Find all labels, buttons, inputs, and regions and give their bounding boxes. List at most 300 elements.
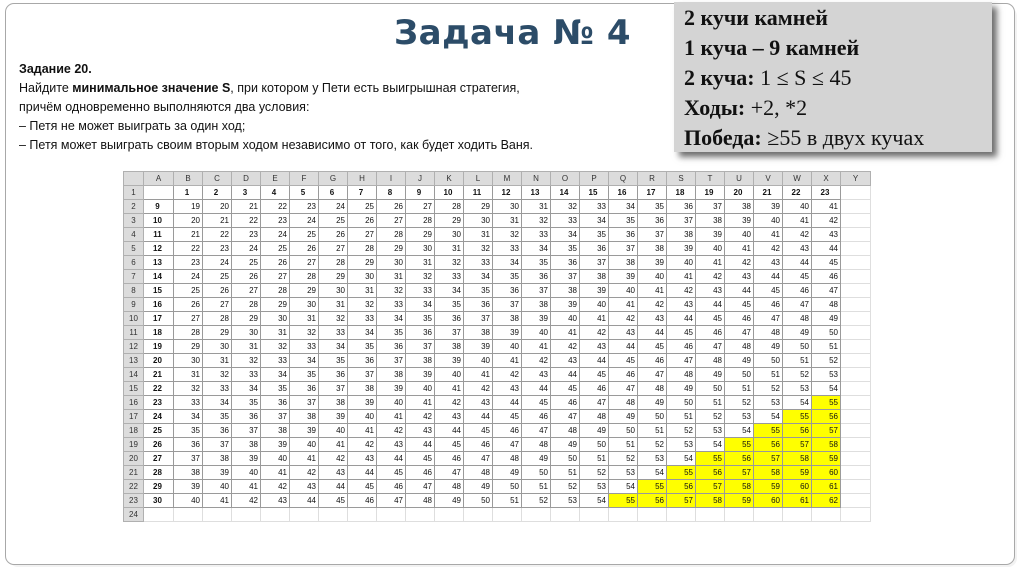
cell-sum[interactable]: 30 [377, 256, 406, 270]
cell-sum[interactable]: 38 [667, 228, 696, 242]
cell-sum[interactable]: 28 [261, 284, 290, 298]
cell-sum[interactable]: 59 [783, 466, 812, 480]
cell-sum[interactable]: 60 [812, 466, 841, 480]
cell-sum[interactable]: 44 [725, 284, 754, 298]
cell-sum[interactable]: 51 [493, 494, 522, 508]
cell[interactable] [464, 508, 493, 522]
cell[interactable] [783, 508, 812, 522]
cell-sum[interactable]: 50 [812, 326, 841, 340]
cell-sum[interactable]: 35 [203, 410, 232, 424]
cell-sum[interactable]: 55 [783, 410, 812, 424]
column-header[interactable]: F [290, 172, 319, 186]
cell-sum[interactable]: 28 [232, 298, 261, 312]
cell-pile1[interactable]: 10 [144, 214, 174, 228]
cell-sum[interactable]: 34 [406, 298, 435, 312]
cell-sum[interactable]: 23 [203, 242, 232, 256]
column-header[interactable]: U [725, 172, 754, 186]
cell-sum[interactable]: 59 [725, 494, 754, 508]
cell-sum[interactable]: 53 [725, 410, 754, 424]
cell-sum[interactable]: 27 [174, 312, 203, 326]
cell-sum[interactable]: 46 [464, 438, 493, 452]
cell-sum[interactable]: 29 [406, 228, 435, 242]
cell-sum[interactable]: 42 [609, 312, 638, 326]
cell-sum[interactable]: 31 [493, 214, 522, 228]
cell[interactable] [435, 508, 464, 522]
cell-sum[interactable]: 49 [580, 424, 609, 438]
cell-sum[interactable]: 46 [783, 284, 812, 298]
cell-sum[interactable]: 42 [551, 340, 580, 354]
row-header[interactable]: 13 [124, 354, 144, 368]
cell-sum[interactable]: 46 [609, 368, 638, 382]
cell-sum[interactable]: 35 [232, 396, 261, 410]
row-header[interactable]: 3 [124, 214, 144, 228]
cell-pile1[interactable]: 13 [144, 256, 174, 270]
cell-sum[interactable]: 45 [319, 494, 348, 508]
cell-sum[interactable]: 26 [261, 256, 290, 270]
cell[interactable] [841, 312, 871, 326]
cell-sum[interactable]: 20 [203, 200, 232, 214]
row-header[interactable]: 6 [124, 256, 144, 270]
cell-pile1[interactable]: 17 [144, 312, 174, 326]
cell-sum[interactable]: 42 [522, 354, 551, 368]
cell-sum[interactable]: 44 [522, 382, 551, 396]
cell-sum[interactable]: 47 [754, 312, 783, 326]
cell-sum[interactable]: 56 [754, 438, 783, 452]
cell-sum[interactable]: 34 [551, 228, 580, 242]
cell-sum[interactable]: 55 [696, 452, 725, 466]
cell-sum[interactable]: 47 [464, 452, 493, 466]
cell-sum[interactable]: 49 [696, 368, 725, 382]
cell-sum[interactable]: 31 [435, 242, 464, 256]
cell-sum[interactable]: 43 [725, 270, 754, 284]
cell-sum[interactable]: 50 [609, 424, 638, 438]
column-header[interactable]: H [348, 172, 377, 186]
cell-sum[interactable]: 45 [464, 424, 493, 438]
cell-sum[interactable]: 20 [174, 214, 203, 228]
cell-sum[interactable]: 37 [203, 438, 232, 452]
cell[interactable] [841, 340, 871, 354]
cell-sum[interactable]: 48 [609, 396, 638, 410]
cell-sum[interactable]: 26 [377, 200, 406, 214]
cell-sum[interactable]: 35 [290, 368, 319, 382]
row-header[interactable]: 16 [124, 396, 144, 410]
cell[interactable] [841, 256, 871, 270]
cell-sum[interactable]: 44 [551, 368, 580, 382]
cell-sum[interactable]: 58 [812, 438, 841, 452]
cell-sum[interactable]: 41 [754, 228, 783, 242]
cell-sum[interactable]: 35 [435, 298, 464, 312]
cell-sum[interactable]: 39 [522, 312, 551, 326]
cell-sum[interactable]: 40 [203, 480, 232, 494]
cell-sum[interactable]: 61 [783, 494, 812, 508]
cell-sum[interactable]: 21 [174, 228, 203, 242]
cell-sum[interactable]: 47 [783, 298, 812, 312]
cell-sum[interactable]: 38 [406, 354, 435, 368]
cell-sum[interactable]: 33 [435, 270, 464, 284]
cell-sum[interactable]: 30 [203, 340, 232, 354]
cell-pile1[interactable]: 23 [144, 396, 174, 410]
cell-sum[interactable]: 25 [203, 270, 232, 284]
cell-sum[interactable]: 56 [696, 466, 725, 480]
cell-sum[interactable]: 34 [319, 340, 348, 354]
cell-sum[interactable]: 44 [580, 354, 609, 368]
cell-sum[interactable]: 39 [638, 256, 667, 270]
cell-sum[interactable]: 39 [435, 354, 464, 368]
cell-sum[interactable]: 26 [348, 214, 377, 228]
cell-s-header[interactable]: 6 [319, 186, 348, 200]
cell-sum[interactable]: 39 [377, 382, 406, 396]
cell-sum[interactable]: 45 [667, 326, 696, 340]
cell-pile1[interactable]: 16 [144, 298, 174, 312]
cell-sum[interactable]: 38 [493, 312, 522, 326]
cell[interactable] [841, 242, 871, 256]
cell-sum[interactable]: 59 [812, 452, 841, 466]
cell-sum[interactable]: 29 [290, 284, 319, 298]
cell-sum[interactable]: 28 [290, 270, 319, 284]
cell-sum[interactable]: 40 [406, 382, 435, 396]
cell[interactable] [638, 508, 667, 522]
cell-sum[interactable]: 29 [377, 242, 406, 256]
cell-s-header[interactable]: 15 [580, 186, 609, 200]
cell-sum[interactable]: 40 [551, 312, 580, 326]
cell-sum[interactable]: 44 [319, 480, 348, 494]
cell[interactable] [841, 466, 871, 480]
cell-sum[interactable]: 27 [406, 200, 435, 214]
cell-sum[interactable]: 26 [319, 228, 348, 242]
cell-sum[interactable]: 35 [261, 382, 290, 396]
cell-sum[interactable]: 52 [725, 396, 754, 410]
cell[interactable] [841, 270, 871, 284]
cell-sum[interactable]: 54 [754, 410, 783, 424]
row-header[interactable]: 23 [124, 494, 144, 508]
cell-sum[interactable]: 40 [290, 438, 319, 452]
cell-sum[interactable]: 53 [667, 438, 696, 452]
cell-sum[interactable]: 39 [580, 284, 609, 298]
cell-sum[interactable]: 37 [580, 256, 609, 270]
cell-sum[interactable]: 41 [667, 270, 696, 284]
cell[interactable] [348, 508, 377, 522]
cell-sum[interactable]: 56 [812, 410, 841, 424]
cell-sum[interactable]: 39 [725, 214, 754, 228]
column-header[interactable]: C [203, 172, 232, 186]
cell[interactable] [841, 326, 871, 340]
cell-sum[interactable]: 48 [406, 494, 435, 508]
cell-sum[interactable]: 23 [232, 228, 261, 242]
column-header[interactable]: G [319, 172, 348, 186]
cell-sum[interactable]: 54 [812, 382, 841, 396]
cell-sum[interactable]: 45 [551, 382, 580, 396]
cell-sum[interactable]: 53 [696, 424, 725, 438]
cell-sum[interactable]: 30 [319, 284, 348, 298]
cell-s-header[interactable]: 1 [174, 186, 203, 200]
cell[interactable] [841, 354, 871, 368]
column-header[interactable]: S [667, 172, 696, 186]
cell-sum[interactable]: 24 [232, 242, 261, 256]
cell-sum[interactable]: 42 [464, 382, 493, 396]
cell-sum[interactable]: 36 [290, 382, 319, 396]
row-header[interactable]: 1 [124, 186, 144, 200]
cell-sum[interactable]: 33 [522, 228, 551, 242]
cell-sum[interactable]: 57 [696, 480, 725, 494]
cell-sum[interactable]: 47 [551, 410, 580, 424]
cell-sum[interactable]: 48 [696, 354, 725, 368]
column-header[interactable]: Y [841, 172, 871, 186]
cell[interactable] [841, 424, 871, 438]
cell-sum[interactable]: 43 [348, 452, 377, 466]
cell-sum[interactable]: 61 [812, 480, 841, 494]
column-header[interactable]: I [377, 172, 406, 186]
cell-sum[interactable]: 45 [580, 368, 609, 382]
cell-sum[interactable]: 37 [638, 228, 667, 242]
cell-sum[interactable]: 44 [435, 424, 464, 438]
cell-sum[interactable]: 36 [493, 284, 522, 298]
cell-sum[interactable]: 50 [638, 410, 667, 424]
cell-sum[interactable]: 42 [493, 368, 522, 382]
cell-sum[interactable]: 35 [493, 270, 522, 284]
cell-sum[interactable]: 29 [319, 270, 348, 284]
cell-sum[interactable]: 55 [812, 396, 841, 410]
cell-sum[interactable]: 33 [493, 242, 522, 256]
cell-sum[interactable]: 49 [435, 494, 464, 508]
cell-sum[interactable]: 44 [464, 410, 493, 424]
cell-sum[interactable]: 30 [435, 228, 464, 242]
cell-sum[interactable]: 41 [348, 424, 377, 438]
cell-sum[interactable]: 32 [261, 340, 290, 354]
cell-sum[interactable]: 54 [783, 396, 812, 410]
cell-sum[interactable]: 22 [261, 200, 290, 214]
cell-sum[interactable]: 51 [783, 354, 812, 368]
cell-sum[interactable]: 29 [203, 326, 232, 340]
cell[interactable] [667, 508, 696, 522]
cell-sum[interactable]: 50 [754, 354, 783, 368]
cell-sum[interactable]: 38 [435, 340, 464, 354]
cell-sum[interactable]: 33 [290, 340, 319, 354]
cell-sum[interactable]: 39 [406, 368, 435, 382]
cell-sum[interactable]: 45 [348, 480, 377, 494]
cell-sum[interactable]: 55 [667, 466, 696, 480]
cell-sum[interactable]: 44 [783, 256, 812, 270]
row-header[interactable]: 8 [124, 284, 144, 298]
cell-sum[interactable]: 48 [522, 438, 551, 452]
cell-sum[interactable]: 39 [609, 270, 638, 284]
cell-sum[interactable]: 29 [348, 256, 377, 270]
cell-sum[interactable]: 37 [174, 452, 203, 466]
cell-sum[interactable]: 43 [609, 326, 638, 340]
cell-sum[interactable]: 44 [348, 466, 377, 480]
cell-sum[interactable]: 44 [493, 396, 522, 410]
cell-sum[interactable]: 34 [174, 410, 203, 424]
cell-sum[interactable]: 39 [174, 480, 203, 494]
cell[interactable] [841, 368, 871, 382]
cell-sum[interactable]: 39 [464, 340, 493, 354]
cell-sum[interactable]: 50 [493, 480, 522, 494]
row-header[interactable]: 9 [124, 298, 144, 312]
column-header[interactable]: E [261, 172, 290, 186]
cell-sum[interactable]: 43 [667, 298, 696, 312]
cell-sum[interactable]: 46 [696, 326, 725, 340]
cell-sum[interactable]: 54 [696, 438, 725, 452]
cell-sum[interactable]: 27 [261, 270, 290, 284]
cell-sum[interactable]: 53 [754, 396, 783, 410]
cell-sum[interactable]: 37 [464, 312, 493, 326]
cell-sum[interactable]: 29 [435, 214, 464, 228]
cell-sum[interactable]: 30 [493, 200, 522, 214]
cell-sum[interactable]: 39 [696, 228, 725, 242]
cell-sum[interactable]: 29 [232, 312, 261, 326]
cell-sum[interactable]: 33 [232, 368, 261, 382]
cell-sum[interactable]: 31 [377, 270, 406, 284]
cell-sum[interactable]: 32 [232, 354, 261, 368]
cell-sum[interactable]: 51 [609, 438, 638, 452]
cell-sum[interactable]: 38 [261, 424, 290, 438]
cell-sum[interactable]: 40 [261, 452, 290, 466]
cell-sum[interactable]: 39 [348, 396, 377, 410]
cell-sum[interactable]: 23 [290, 200, 319, 214]
cell-sum[interactable]: 27 [232, 284, 261, 298]
cell-sum[interactable]: 58 [754, 466, 783, 480]
cell-sum[interactable]: 42 [435, 396, 464, 410]
cell-s-header[interactable]: 21 [754, 186, 783, 200]
cell-sum[interactable]: 23 [261, 214, 290, 228]
cell-sum[interactable]: 41 [232, 480, 261, 494]
cell-sum[interactable]: 34 [261, 368, 290, 382]
cell-sum[interactable]: 39 [203, 466, 232, 480]
cell-sum[interactable]: 48 [725, 340, 754, 354]
cell-sum[interactable]: 25 [319, 214, 348, 228]
cell-sum[interactable]: 51 [667, 410, 696, 424]
cell-sum[interactable]: 37 [522, 284, 551, 298]
cell-sum[interactable]: 38 [725, 200, 754, 214]
cell-sum[interactable]: 59 [754, 480, 783, 494]
sheet-corner[interactable] [124, 172, 144, 186]
cell-sum[interactable]: 33 [551, 214, 580, 228]
cell-sum[interactable]: 54 [580, 494, 609, 508]
cell-sum[interactable]: 44 [812, 242, 841, 256]
cell[interactable] [406, 508, 435, 522]
cell-sum[interactable]: 31 [406, 256, 435, 270]
cell-sum[interactable]: 26 [290, 242, 319, 256]
cell-sum[interactable]: 52 [696, 410, 725, 424]
cell-sum[interactable]: 27 [348, 228, 377, 242]
cell-sum[interactable]: 30 [232, 326, 261, 340]
cell-s-header[interactable]: 19 [696, 186, 725, 200]
cell[interactable] [609, 508, 638, 522]
cell-sum[interactable]: 46 [551, 396, 580, 410]
cell-pile1[interactable]: 29 [144, 480, 174, 494]
cell-sum[interactable]: 47 [638, 368, 667, 382]
cell-sum[interactable]: 50 [522, 466, 551, 480]
cell-sum[interactable]: 36 [464, 298, 493, 312]
cell-sum[interactable]: 52 [551, 480, 580, 494]
cell-sum[interactable]: 27 [203, 298, 232, 312]
cell-sum[interactable]: 36 [232, 410, 261, 424]
cell-sum[interactable]: 38 [290, 410, 319, 424]
row-header[interactable]: 21 [124, 466, 144, 480]
cell-sum[interactable]: 56 [667, 480, 696, 494]
cell-sum[interactable]: 35 [551, 242, 580, 256]
cell-sum[interactable]: 34 [435, 284, 464, 298]
cell-sum[interactable]: 27 [290, 256, 319, 270]
cell-sum[interactable]: 49 [493, 466, 522, 480]
cell-sum[interactable]: 48 [464, 466, 493, 480]
cell-sum[interactable]: 54 [638, 466, 667, 480]
cell-sum[interactable]: 36 [551, 256, 580, 270]
cell-sum[interactable]: 30 [464, 214, 493, 228]
cell-s-header[interactable]: 22 [783, 186, 812, 200]
cell-sum[interactable]: 42 [580, 326, 609, 340]
cell-sum[interactable]: 47 [377, 494, 406, 508]
cell-sum[interactable]: 40 [696, 242, 725, 256]
cell-sum[interactable]: 42 [406, 410, 435, 424]
cell-s-header[interactable]: 2 [203, 186, 232, 200]
cell-s-header[interactable]: 23 [812, 186, 841, 200]
cell-sum[interactable]: 33 [580, 200, 609, 214]
cell-pile1[interactable]: 9 [144, 200, 174, 214]
cell-sum[interactable]: 22 [174, 242, 203, 256]
cell-sum[interactable]: 34 [464, 270, 493, 284]
cell-pile1[interactable]: 30 [144, 494, 174, 508]
cell-s-header[interactable]: 9 [406, 186, 435, 200]
cell[interactable] [696, 508, 725, 522]
cell-sum[interactable]: 48 [435, 480, 464, 494]
column-header[interactable]: O [551, 172, 580, 186]
cell-sum[interactable]: 31 [174, 368, 203, 382]
cell-sum[interactable]: 33 [377, 298, 406, 312]
cell-sum[interactable]: 46 [754, 298, 783, 312]
cell-sum[interactable]: 35 [377, 326, 406, 340]
cell-sum[interactable]: 32 [493, 228, 522, 242]
row-header[interactable]: 15 [124, 382, 144, 396]
cell-sum[interactable]: 37 [319, 382, 348, 396]
cell-sum[interactable]: 31 [522, 200, 551, 214]
cell-sum[interactable]: 32 [522, 214, 551, 228]
cell-sum[interactable]: 38 [609, 256, 638, 270]
cell-sum[interactable]: 31 [203, 354, 232, 368]
cell-sum[interactable]: 48 [783, 312, 812, 326]
cell-sum[interactable]: 30 [261, 312, 290, 326]
cell-sum[interactable]: 41 [696, 256, 725, 270]
cell-sum[interactable]: 48 [667, 368, 696, 382]
cell[interactable] [377, 508, 406, 522]
cell-sum[interactable]: 45 [783, 270, 812, 284]
cell-sum[interactable]: 51 [812, 340, 841, 354]
cell[interactable] [261, 508, 290, 522]
cell-sum[interactable]: 35 [609, 214, 638, 228]
cell-sum[interactable]: 28 [406, 214, 435, 228]
cell-sum[interactable]: 29 [261, 298, 290, 312]
cell-sum[interactable]: 31 [348, 284, 377, 298]
cell-sum[interactable]: 35 [638, 200, 667, 214]
cell[interactable] [841, 480, 871, 494]
row-header[interactable]: 4 [124, 228, 144, 242]
cell-sum[interactable]: 43 [580, 340, 609, 354]
cell-sum[interactable]: 32 [319, 312, 348, 326]
cell-sum[interactable]: 52 [667, 424, 696, 438]
cell-sum[interactable]: 43 [696, 284, 725, 298]
cell-s-header[interactable]: 7 [348, 186, 377, 200]
cell-sum[interactable]: 47 [812, 284, 841, 298]
cell-sum[interactable]: 45 [725, 298, 754, 312]
column-header[interactable]: B [174, 172, 203, 186]
row-header[interactable]: 17 [124, 410, 144, 424]
cell-sum[interactable]: 47 [522, 424, 551, 438]
cell-sum[interactable]: 32 [348, 298, 377, 312]
cell-sum[interactable]: 30 [406, 242, 435, 256]
cell-sum[interactable]: 36 [406, 326, 435, 340]
cell-sum[interactable]: 40 [377, 396, 406, 410]
cell-sum[interactable]: 40 [348, 410, 377, 424]
cell-sum[interactable]: 31 [232, 340, 261, 354]
